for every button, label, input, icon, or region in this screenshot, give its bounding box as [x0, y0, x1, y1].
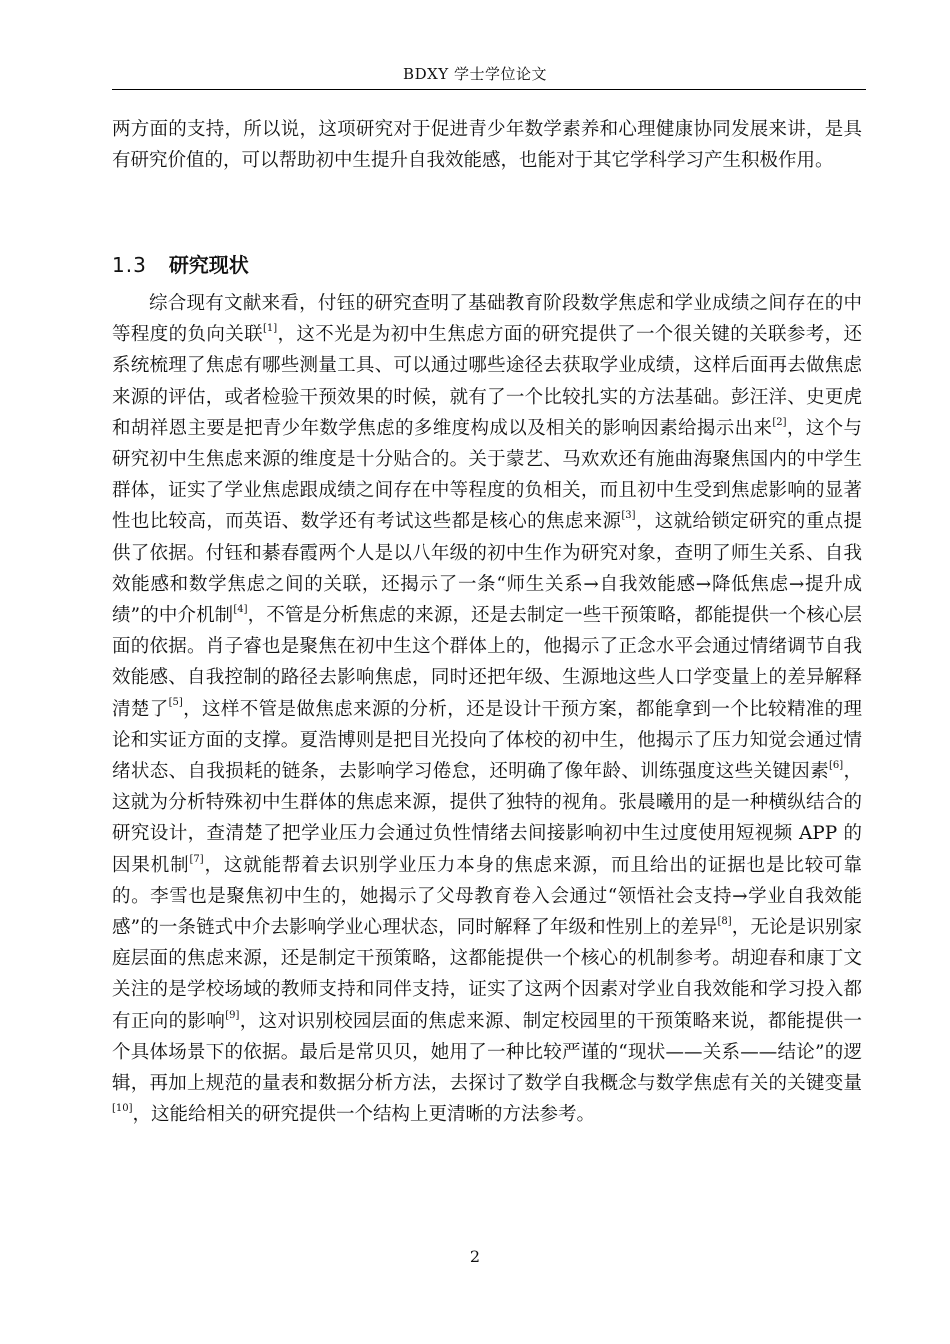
- section-title: 研究现状: [168, 253, 249, 277]
- citation-2: [2]: [772, 416, 787, 428]
- citation-1: [1]: [262, 323, 278, 335]
- section-heading: [112, 250, 249, 280]
- running-header: BDXY 学士学位论文: [403, 65, 547, 83]
- paragraph-text: ，这就为分析特殊初中生群体的焦虑来源，提供了独特的视角。张晨曦用的是一种横纵结合的研究设计，查清楚了把学业压力会通过负性情绪去间接影响初中生过度使用短视频 APP 的因果机制: [112, 761, 862, 876]
- paragraph-text: ，这个与研究初中生焦虑来源的维度是十分贴合的。关于蒙艺、马欢欢还有施曲海聚焦国内的中学生群体，证实了学业焦虑跟成绩之间存在中等程度的负相关，而且初中生受到焦虑影响的显著性也比较高，而英语、数学还有考试这些都是核心的焦虑来源: [112, 417, 862, 533]
- section-number: 1.3: [112, 253, 147, 277]
- literature-review-paragraph: [112, 288, 862, 1130]
- citation-9: [9]: [225, 1009, 240, 1021]
- paragraph-text: 综合现有文献来看，付钰的研究查明了基础教育阶段数学焦虑和学业成绩之间存在的中等程度的负向关联: [112, 293, 862, 346]
- paragraph-text: ，无论是识别家庭层面的焦虑来源，还是制定干预策略，这都能提供一个核心的机制参考。胡迎春和康丁文关注的是学校场域的教师支持和同伴支持，证实了这两个因素对学业自我效能和学习投入都有正向的影响: [112, 917, 862, 1032]
- citation-8: [8]: [717, 915, 732, 927]
- paragraph-text: ，这对识别校园层面的焦虑来源、制定校园里的干预策略来说，都能提供一个具体场景下的依据。最后是常贝贝，她用了一种比较严谨的“现状——关系——结论”的逻辑，再加上规范的量表和数据分析方法，去探讨了数学自我概念与数学焦虑有关的关键变量: [112, 1010, 862, 1095]
- citation-7: [7]: [189, 853, 204, 865]
- paragraph-text: ，这不光是为初中生焦虑方面的研究提供了一个很关键的关联参考，还系统梳理了焦虑有哪些测量工具、可以通过哪些途径去获取学业成绩，这样后面再去做焦虑来源的评估，或者检验干预效果的时候，就有了一个比较扎实的方法基础。彭汪洋、史更虎和胡祥恩主要是把青少年数学焦虑的多维度构成以及相关的影响因素给揭示出来: [112, 324, 862, 439]
- citation-6: [6]: [828, 759, 844, 771]
- citation-3: [3]: [621, 510, 636, 522]
- header-rule: [112, 89, 866, 90]
- paragraph-text: ，这样不管是做焦虑来源的分析，还是设计干预方案，都能拿到一个比较精准的理论和实证方面的支撑。夏浩博则是把目光投向了体校的初中生，他揭示了压力知觉会通过情绪状态、自我损耗的链条，去影响学习倦怠，还明确了像年龄、训练强度这些关键因素: [112, 698, 862, 783]
- citation-5: [5]: [168, 697, 183, 709]
- intro-paragraph: 两方面的支持，所以说，这项研究对于促进青少年数学素养和心理健康协同发展来讲，是具有研究价值的，可以帮助初中生提升自我效能感，也能对于其它学科学习产生积极作用。: [112, 119, 862, 172]
- citation-4: [4]: [233, 603, 248, 615]
- paragraph-text: ，这就能帮着去识别学业压力本身的焦虑来源，而且给出的证据也是比较可靠的。李雪也是聚焦初中生的，她揭示了父母教育卷入会通过“领悟社会支持→学业自我效能感”的一条链式中介去影响学业心理状态，同时解释了年级和性别上的差异: [112, 854, 862, 939]
- paragraph-text: ，这就给锁定研究的重点提供了依据。付钰和綦春霞两个人是以八年级的初中生作为研究对象，查明了师生关系、自我效能感和数学焦虑之间的关联，还揭示了一条“师生关系→自我效能感→降低焦虑→提升成绩”的中介机制: [112, 511, 862, 627]
- citation-10: [10]: [112, 1103, 133, 1115]
- paragraph-text: ，这能给相关的研究提供一个结构上更清晰的方法参考。: [132, 1104, 596, 1126]
- page-number: 2: [469, 1247, 481, 1266]
- paragraph-text: ，不管是分析焦虑的来源，还是去制定一些干预策略，都能提供一个核心层面的依据。肖子睿也是聚焦在初中生这个群体上的，他揭示了正念水平会通过情绪调节自我效能感、自我控制的路径去影响焦虑，同时还把年级、生源地这些人口学变量上的差异解释清楚了: [112, 605, 862, 720]
